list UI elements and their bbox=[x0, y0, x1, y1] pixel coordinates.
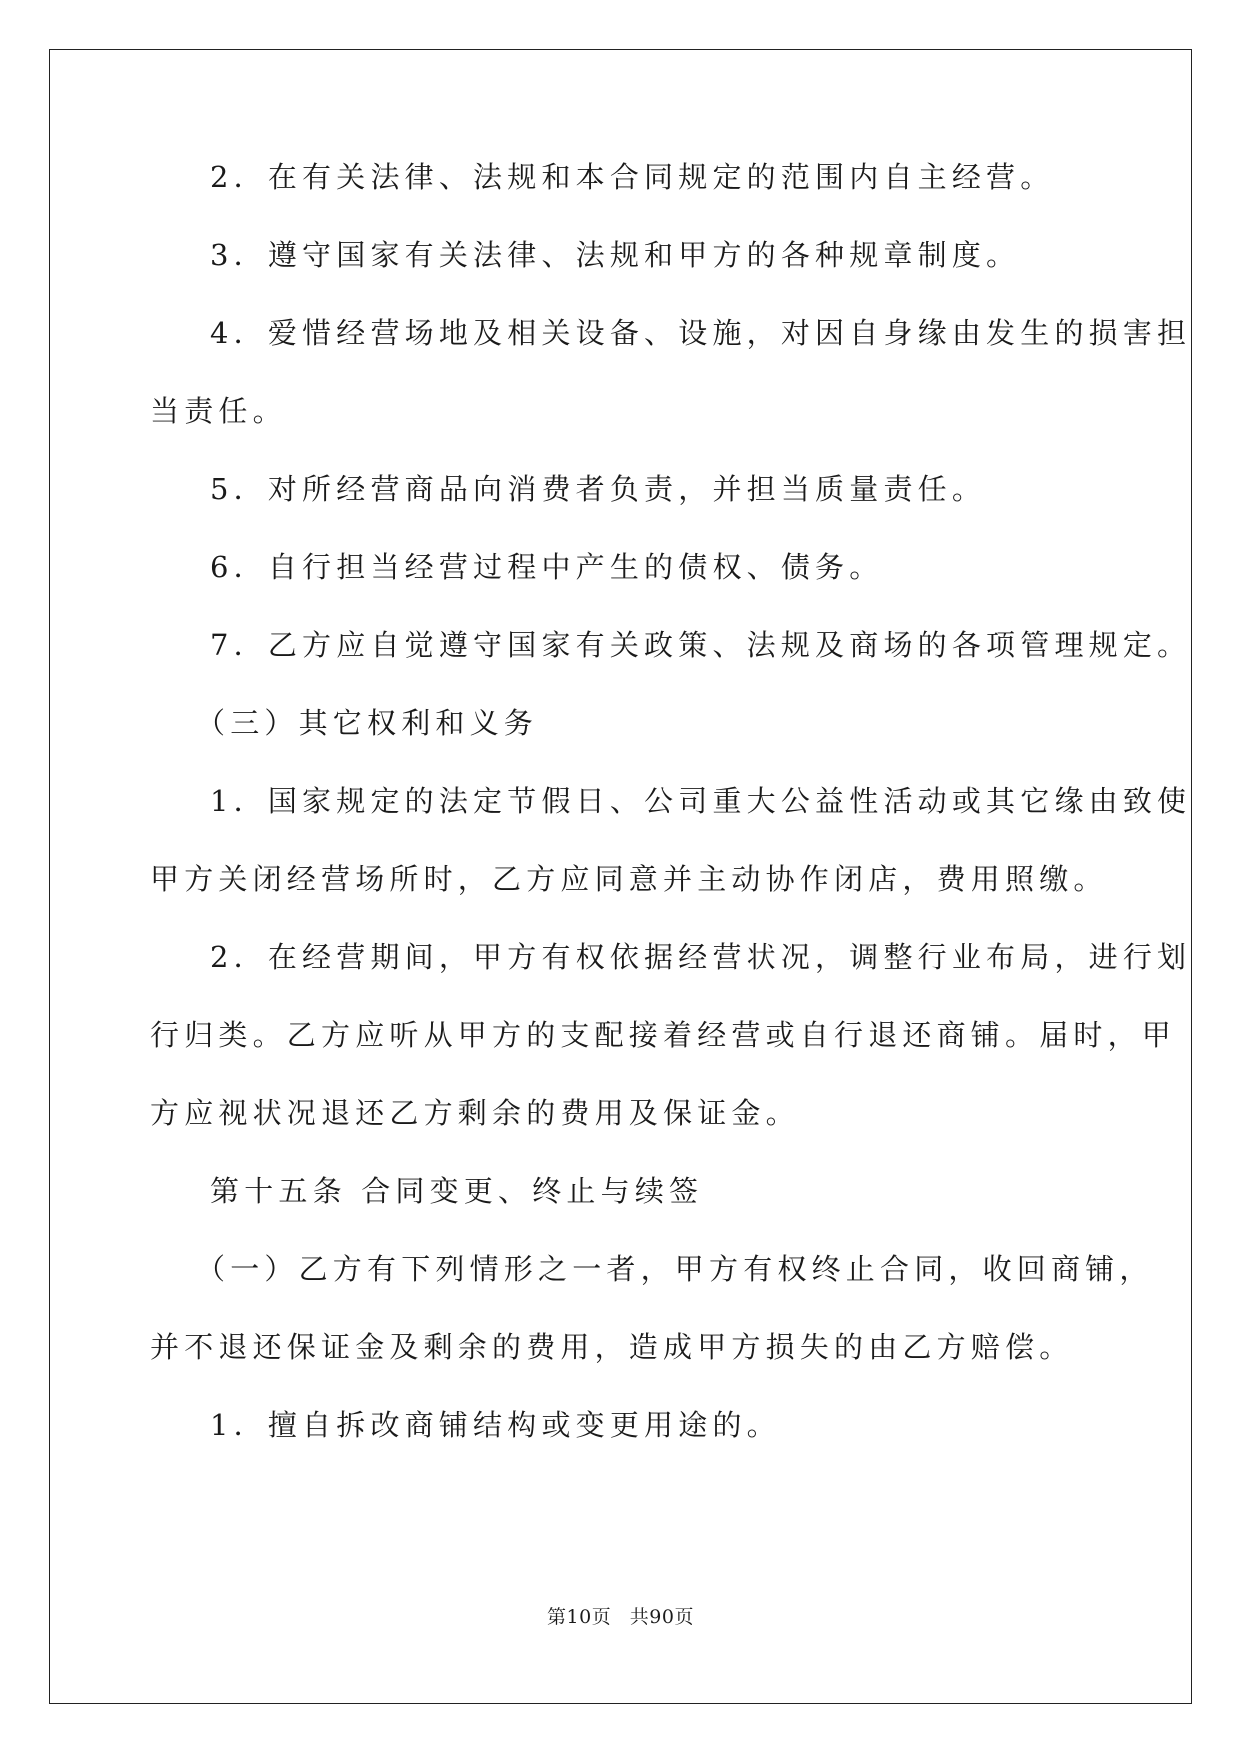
page-number-total: 共90页 bbox=[629, 1606, 694, 1628]
paragraph-line: 4．爱惜经营场地及相关设备、设施，对因自身缘由发生的损害担 bbox=[210, 316, 1192, 350]
paragraph-line: 5．对所经营商品向消费者负责，并担当质量责任。 bbox=[210, 472, 987, 506]
paragraph-line: （一）乙方有下列情形之一者，甲方有权终止合同，收回商铺， bbox=[196, 1252, 1154, 1286]
paragraph-line: 并不退还保证金及剩余的费用，造成甲方损失的由乙方赔偿。 bbox=[150, 1330, 1074, 1364]
paragraph-line: 行归类。乙方应听从甲方的支配接着经营或自行退还商铺。届时，甲 bbox=[150, 1018, 1177, 1052]
paragraph-line: 2．在经营期间，甲方有权依据经营状况，调整行业布局，进行划 bbox=[210, 940, 1192, 974]
page-number-current: 第10页 bbox=[547, 1606, 612, 1628]
paragraph-line: 1．擅自拆改商铺结构或变更用途的。 bbox=[210, 1408, 781, 1442]
paragraph-line: 方应视状况退还乙方剩余的费用及保证金。 bbox=[150, 1096, 800, 1130]
paragraph-line: 6．自行担当经营过程中产生的债权、债务。 bbox=[210, 550, 884, 584]
paragraph-line: 当责任。 bbox=[150, 394, 287, 428]
document-body bbox=[150, 160, 1192, 1486]
paragraph-line: 1．国家规定的法定节假日、公司重大公益性活动或其它缘由致使 bbox=[210, 784, 1192, 818]
paragraph-line: 2．在有关法律、法规和本合同规定的范围内自主经营。 bbox=[210, 160, 1055, 194]
paragraph-line: 3．遵守国家有关法律、法规和甲方的各种规章制度。 bbox=[210, 238, 1021, 272]
article-heading: 第十五条 合同变更、终止与续签 bbox=[210, 1174, 704, 1208]
paragraph-line: 甲方关闭经营场所时，乙方应同意并主动协作闭店，费用照缴。 bbox=[150, 862, 1108, 896]
page-footer bbox=[0, 1602, 1241, 1629]
section-heading: （三）其它权利和义务 bbox=[196, 706, 539, 740]
paragraph-line: 7．乙方应自觉遵守国家有关政策、法规及商场的各项管理规定。 bbox=[210, 628, 1192, 662]
